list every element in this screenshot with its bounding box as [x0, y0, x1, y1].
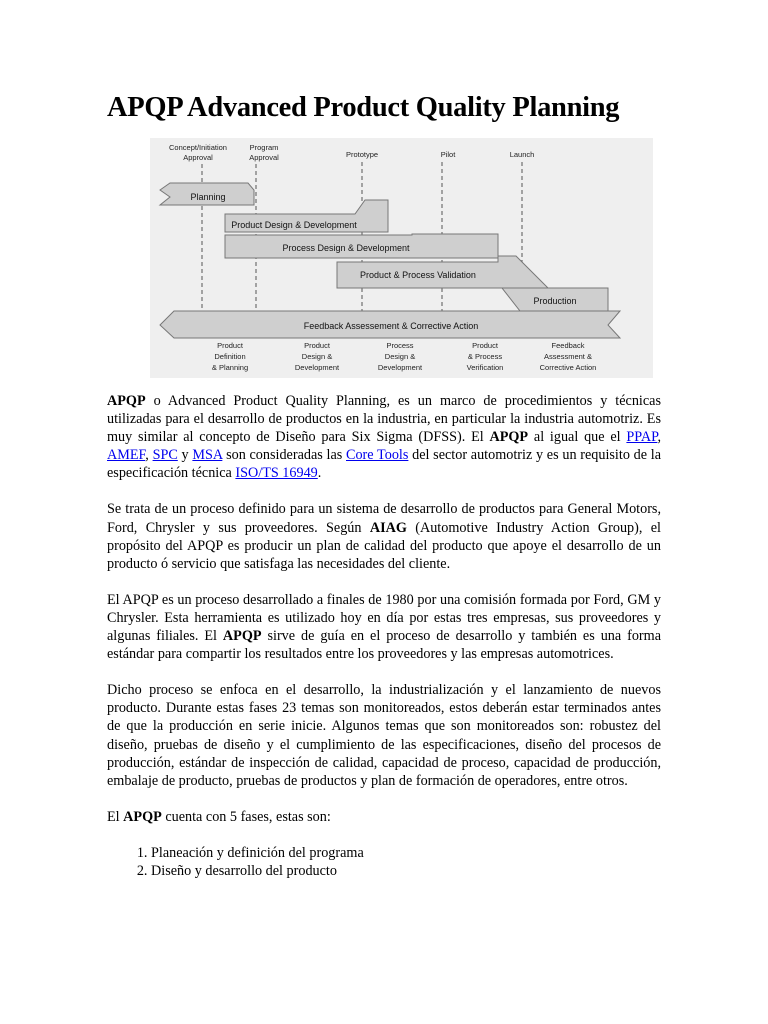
phase-label: Development	[294, 363, 340, 372]
bold-term: APQP	[107, 393, 146, 409]
link-msa[interactable]: MSA	[192, 447, 223, 464]
link-spc[interactable]: SPC	[152, 447, 178, 464]
validation-label: Product & Process Validation	[360, 270, 476, 280]
phase-label: Product	[304, 341, 330, 350]
text-run: Dicho proceso se enfoca en el desarrollo, la industrialización y el lanzamiento de nuevos producto. Durante estas fases 23 temas son monitoreados, estos deberán estar terminados antes de que la producción en serie inicie. Algunos temas que son monitoreados son: robustez del diseño, pruebas de diseño y el cumplimiento de las especificaciones, diseño del procesos de producción, estándar de inspección de calidad, capacidad de proceso, capacidad de producción, embalaje de producto, pruebas de productos y plan de formación de operadores, entre otros.	[107, 682, 661, 789]
bold-term: APQP	[489, 429, 529, 446]
phase-label: & Process	[467, 352, 503, 361]
text-run: son consideradas las	[222, 447, 346, 464]
text-run: ,	[657, 429, 661, 446]
phase-label: Feedback	[551, 341, 585, 350]
text-run: El	[107, 808, 124, 825]
milestone-label: Launch	[509, 150, 535, 159]
phase-label: Verification	[466, 363, 504, 372]
milestone-label: Approval	[249, 153, 279, 162]
phase-label: Process	[386, 341, 414, 350]
text-run: El APQP es un proceso desarrollado a finales de 1980 por una comisión formada por Ford, GM y Chrysler. Esta herramienta es utilizado hoy en día por estas tres empresas, sus proveedores y algunas filiales. El	[107, 591, 661, 645]
page-title: APQP Advanced Product Quality Planning	[107, 92, 620, 123]
text-run: ,	[145, 447, 153, 464]
feedback-label: Feedback Assessement & Corrective Action	[303, 321, 479, 331]
text-run: al igual que el	[528, 429, 627, 446]
text-run: y	[177, 447, 193, 464]
text-run: o Advanced Product Quality Planning, es un marco de procedimientos y técnicas utilizadas para el desarrollo de productos en la industria, en particular la industria automotriz. Es muy similar al concepto de Diseño para Six Sigma (DFSS). El	[107, 393, 661, 446]
text-run: del sector automotriz y es un requisito de la especificación técnica	[107, 447, 661, 482]
phase-label: Design &	[384, 352, 416, 361]
phase-label: Design &	[301, 352, 333, 361]
planning-label: Planning	[190, 192, 226, 202]
list-item: 1. Planeación y definición del programa	[151, 844, 661, 862]
link-ppap[interactable]: PPAP	[626, 429, 658, 446]
paragraph-intro	[107, 392, 661, 482]
text-run: cuenta con 5 fases, estas son:	[161, 808, 331, 825]
product-design-label: Product Design & Development	[231, 220, 357, 230]
bold-term: APQP	[222, 628, 262, 645]
text-run: sirve de guía en el proceso de desarrollo y también es una forma estándar para compartir los resultados entre los proveedores y las empresas automotrices.	[107, 628, 661, 663]
bold-term: APQP	[123, 808, 162, 825]
bold-term: AIAG	[369, 519, 407, 536]
link-amef[interactable]: AMEF	[107, 447, 146, 464]
text-run: .	[317, 465, 322, 482]
phase-label: Product	[217, 341, 243, 350]
link-iso-ts-16949[interactable]: ISO/TS 16949	[235, 465, 318, 482]
production-label: Production	[533, 296, 577, 306]
milestone-label: Concept/Initiation	[169, 143, 227, 152]
milestone-label: Approval	[183, 153, 213, 162]
link-core-tools[interactable]: Core Tools	[346, 447, 409, 464]
list-item: 2. Diseño y desarrollo del producto	[151, 862, 661, 880]
milestone-label: Pilot	[440, 150, 456, 159]
text-run: (Automotive Industry Action Group), el propósito del APQP es producir un plan de calidad del producto que apoye el desarrollo de un producto ó servicio que satisfaga las necesidades del cliente.	[107, 519, 661, 572]
paragraph-phases-intro	[107, 808, 661, 826]
apqp-diagram	[150, 138, 653, 378]
paragraph-history	[107, 591, 661, 663]
phase-label: Assessment &	[544, 352, 592, 361]
phase-label: & Planning	[211, 363, 249, 372]
phases-list	[107, 844, 661, 880]
phase-label: Corrective Action	[539, 363, 597, 372]
phase-label: Definition	[214, 352, 246, 361]
milestone-label: Prototype	[345, 150, 379, 159]
article-body	[107, 392, 661, 880]
phase-label: Development	[377, 363, 423, 372]
process-design-label: Process Design & Development	[282, 243, 410, 253]
text-run: Se trata de un proceso definido para un sistema de desarrollo de productos para General Motors, Ford, Chrysler y sus proveedores. Según	[107, 501, 661, 536]
paragraph-focus	[107, 681, 661, 790]
paragraph-definition	[107, 500, 661, 572]
milestone-label: Program	[249, 143, 279, 152]
phase-label: Product	[472, 341, 498, 350]
